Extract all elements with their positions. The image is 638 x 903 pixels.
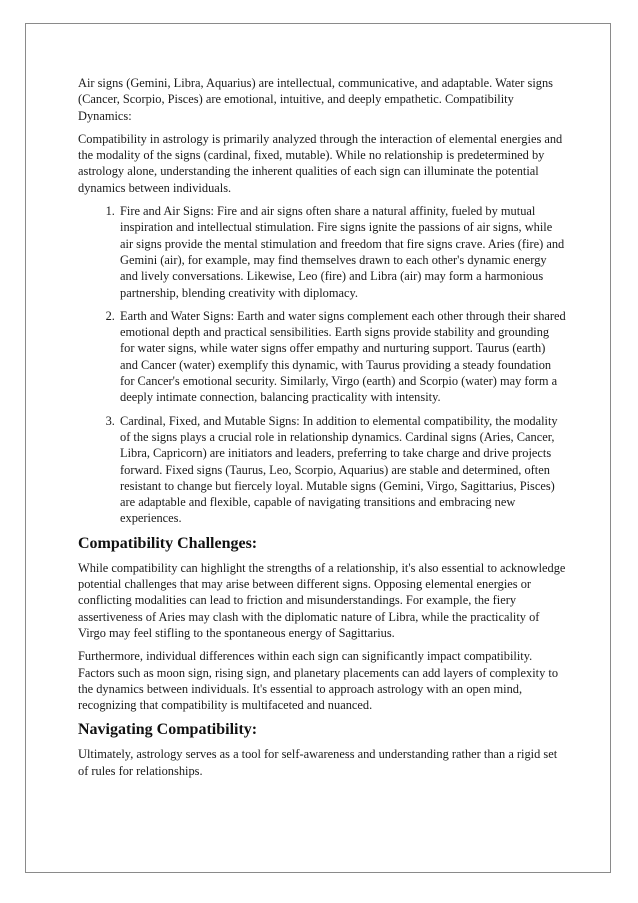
list-item: 3. Cardinal, Fixed, and Mutable Signs: In addition to elemental compatibility, the modality of the signs plays a crucial role in relationship dynamics. Cardinal signs (Aries, Cancer, Libra, Capricorn) are initiators and leaders, preferring to take charge and drive projects forward. Fixed signs (Taurus, Leo, Scorpio, Aquarius) are stable and determined, often resistant to change but fiercely loyal. Mutable signs (Gemini, Virgo, Sagittarius, Pisces) are adaptable and flexible, capable of navigating transitions and embracing new experiences. <box>118 413 566 527</box>
compatibility-list <box>78 203 566 527</box>
intro-paragraph: Air signs (Gemini, Libra, Aquarius) are intellectual, communicative, and adaptable. Water signs (Cancer, Scorpio, Pisces) are emotional, intuitive, and deeply empathetic. Compatibility Dynamics: <box>78 76 553 123</box>
section-heading-navigating: Navigating Compatibility: <box>78 721 258 739</box>
section-heading-challenges: Compatibility Challenges: <box>78 534 258 552</box>
intro-paragraph: Compatibility in astrology is primarily analyzed through the interaction of elemental energies and the modality of the signs (cardinal, fixed, mutable). While no relationship is predetermined by astrology alone, understanding the inherent qualities of each sign can illuminate the potential dynamics between individuals. <box>78 131 563 195</box>
document-body <box>78 75 566 786</box>
navigating-paragraph: Ultimately, astrology serves as a tool for self-awareness and understanding rather than a rigid set of rules for relationships. <box>78 747 558 778</box>
list-item: 1. Fire and Air Signs: Fire and air signs often share a natural affinity, fueled by mutual inspiration and intellectual stimulation. Fire signs ignite the passions of air signs, while air signs provide the mental stimulation and freedom that fire signs crave. Aries (fire) and Gemini (air), for example, may find themselves drawn to each other's dynamic energy and lively conversations. Likewise, Leo (fire) and Libra (air) may form a harmonious partnership, blending creativity with diplomacy. <box>118 203 566 301</box>
challenges-paragraph: Furthermore, individual differences within each sign can significantly impact compatibility. Factors such as moon sign, rising sign, and planetary placements can add layers of complexity to the dynamics between individuals. It's essential to approach astrology with an open mind, recognizing that compatibility is multifaceted and nuanced. <box>78 649 559 713</box>
list-item: 2. Earth and Water Signs: Earth and water signs complement each other through their shared emotional depth and practical sensibilities. Earth signs provide stability and grounding for water signs, while water signs offer empathy and nurturing support. Taurus (earth) and Cancer (water) exemplify this dynamic, with Taurus providing a steady foundation for Cancer's emotional security. Similarly, Virgo (earth) and Scorpio (water) may form a deeply intimate connection, balancing practicality with intensity. <box>118 308 566 406</box>
challenges-paragraph: While compatibility can highlight the strengths of a relationship, it's also essential to acknowledge potential challenges that may arise between different signs. Opposing elemental energies or conflicting modalities can lead to friction and misunderstandings. For example, the fiery assertiveness of Aries may clash with the diplomatic nature of Libra, while the practicality of Virgo may feel stifling to the spontaneous energy of Sagittarius. <box>78 560 566 640</box>
